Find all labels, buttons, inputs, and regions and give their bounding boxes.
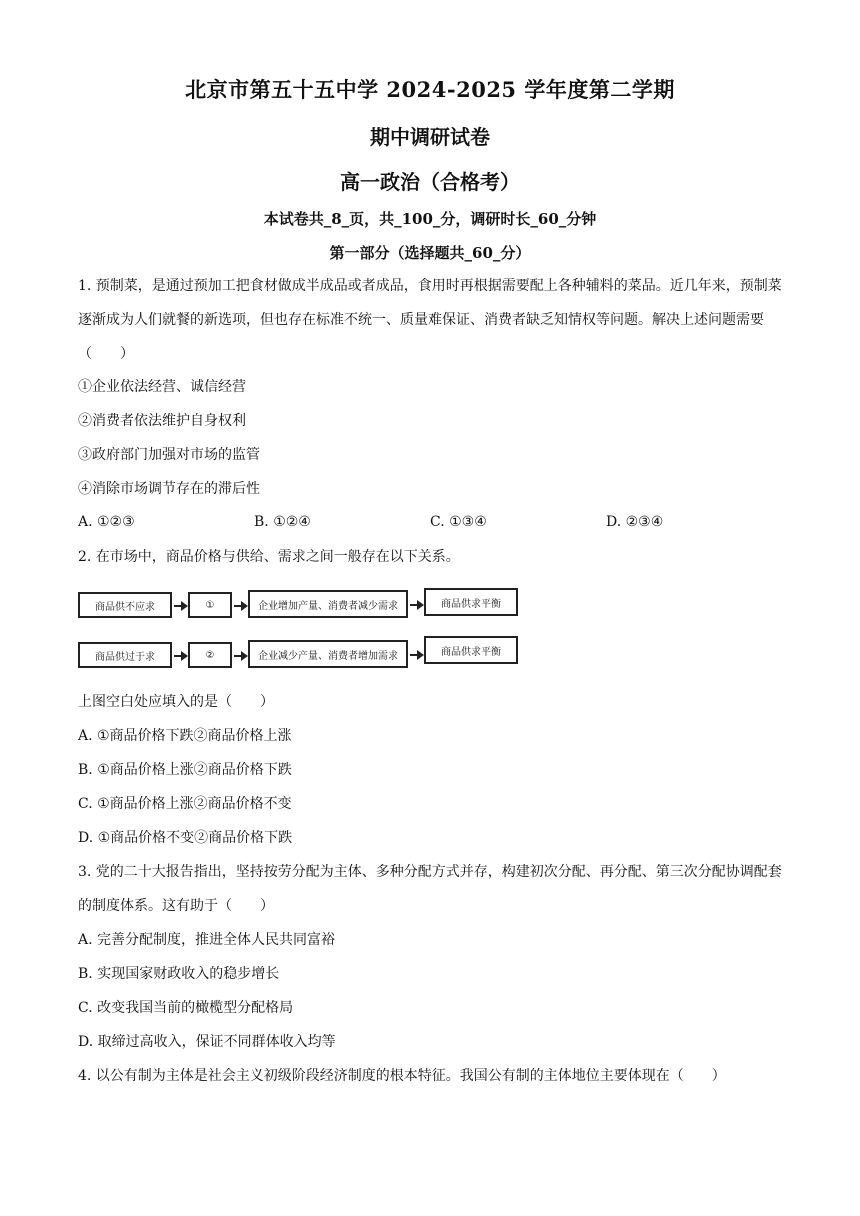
diagram-box-surplus: 商品供过于求	[78, 642, 172, 668]
question-1-option-d: D. ②③④	[606, 514, 664, 530]
supply-demand-flow-diagram	[78, 580, 528, 672]
subject-title: 高一政治（合格考）	[340, 170, 520, 194]
diagram-blank-2: ②	[188, 642, 232, 668]
arrow-icon	[410, 654, 422, 656]
arrow-icon	[174, 605, 186, 607]
question-1-stem: 1. 预制菜，是通过预加工把食材做成半成品或者成品，食用时再根据需要配上各种辅料的菜品。近几年来，预制菜逐渐成为人们就餐的新选项，但也存在标准不统一、质量难保证、消费者缺乏知情权等问题。解决上述问题需要（ ）	[78, 278, 782, 362]
question-1-item: ②消费者依法维护自身权利	[78, 413, 246, 429]
question-3-stem: 3. 党的二十大报告指出，坚持按劳分配为主体、多种分配方式并存，构建初次分配、再分配、第三次分配协调配套的制度体系。这有助于（ ）	[78, 864, 782, 914]
arrow-icon	[410, 604, 422, 606]
question-1-option-a: A. ①②③	[78, 514, 135, 530]
exam-info: 本试卷共_8_页，共_100_分，调研时长_60_分钟	[263, 210, 597, 228]
question-4-stem: 4. 以公有制为主体是社会主义初级阶段经济制度的根本特征。我国公有制的主体地位主要体现在（ ）	[78, 1068, 726, 1084]
question-1-item: ④消除市场调节存在的滞后性	[78, 481, 260, 497]
arrow-icon	[174, 655, 186, 657]
diagram-blank-1: ①	[188, 592, 232, 618]
question-2-option-c: C. ①商品价格上涨②商品价格不变	[78, 796, 292, 812]
question-1-item: ①企业依法经营、诚信经营	[78, 379, 246, 395]
question-3-option-c: C. 改变我国当前的橄榄型分配格局	[78, 1000, 294, 1016]
arrow-icon	[234, 655, 246, 657]
diagram-box-response-2: 企业减少产量、消费者增加需求	[248, 640, 408, 668]
question-1-option-c: C. ①③④	[430, 514, 487, 530]
section-title: 第一部分（选择题共_60_分）	[329, 244, 531, 262]
question-3-option-b: B. 实现国家财政收入的稳步增长	[78, 966, 280, 982]
question-2-option-d: D. ①商品价格不变②商品价格下跌	[78, 830, 293, 846]
diagram-box-balance-1: 商品供求平衡	[424, 588, 518, 616]
diagram-box-response-1: 企业增加产量、消费者减少需求	[248, 590, 408, 618]
diagram-box-balance-2: 商品供求平衡	[424, 636, 518, 664]
question-2-option-b: B. ①商品价格上涨②商品价格下跌	[78, 762, 292, 778]
diagram-box-shortage: 商品供不应求	[78, 592, 172, 618]
question-2-prompt: 上图空白处应填入的是（ ）	[78, 694, 274, 710]
question-1-option-b: B. ①②④	[254, 514, 311, 530]
question-2-option-a: A. ①商品价格下跌②商品价格上涨	[78, 728, 292, 744]
arrow-icon	[234, 605, 246, 607]
exam-title: 期中调研试卷	[370, 125, 490, 149]
school-title: 北京市第五十五中学 2024-2025 学年度第二学期	[185, 77, 675, 102]
question-3-option-d: D. 取缔过高收入，保证不同群体收入均等	[78, 1034, 336, 1050]
question-1-item: ③政府部门加强对市场的监管	[78, 447, 260, 463]
question-2-stem: 2. 在市场中，商品价格与供给、需求之间一般存在以下关系。	[78, 549, 460, 565]
question-3-option-a: A. 完善分配制度，推进全体人民共同富裕	[78, 932, 336, 948]
